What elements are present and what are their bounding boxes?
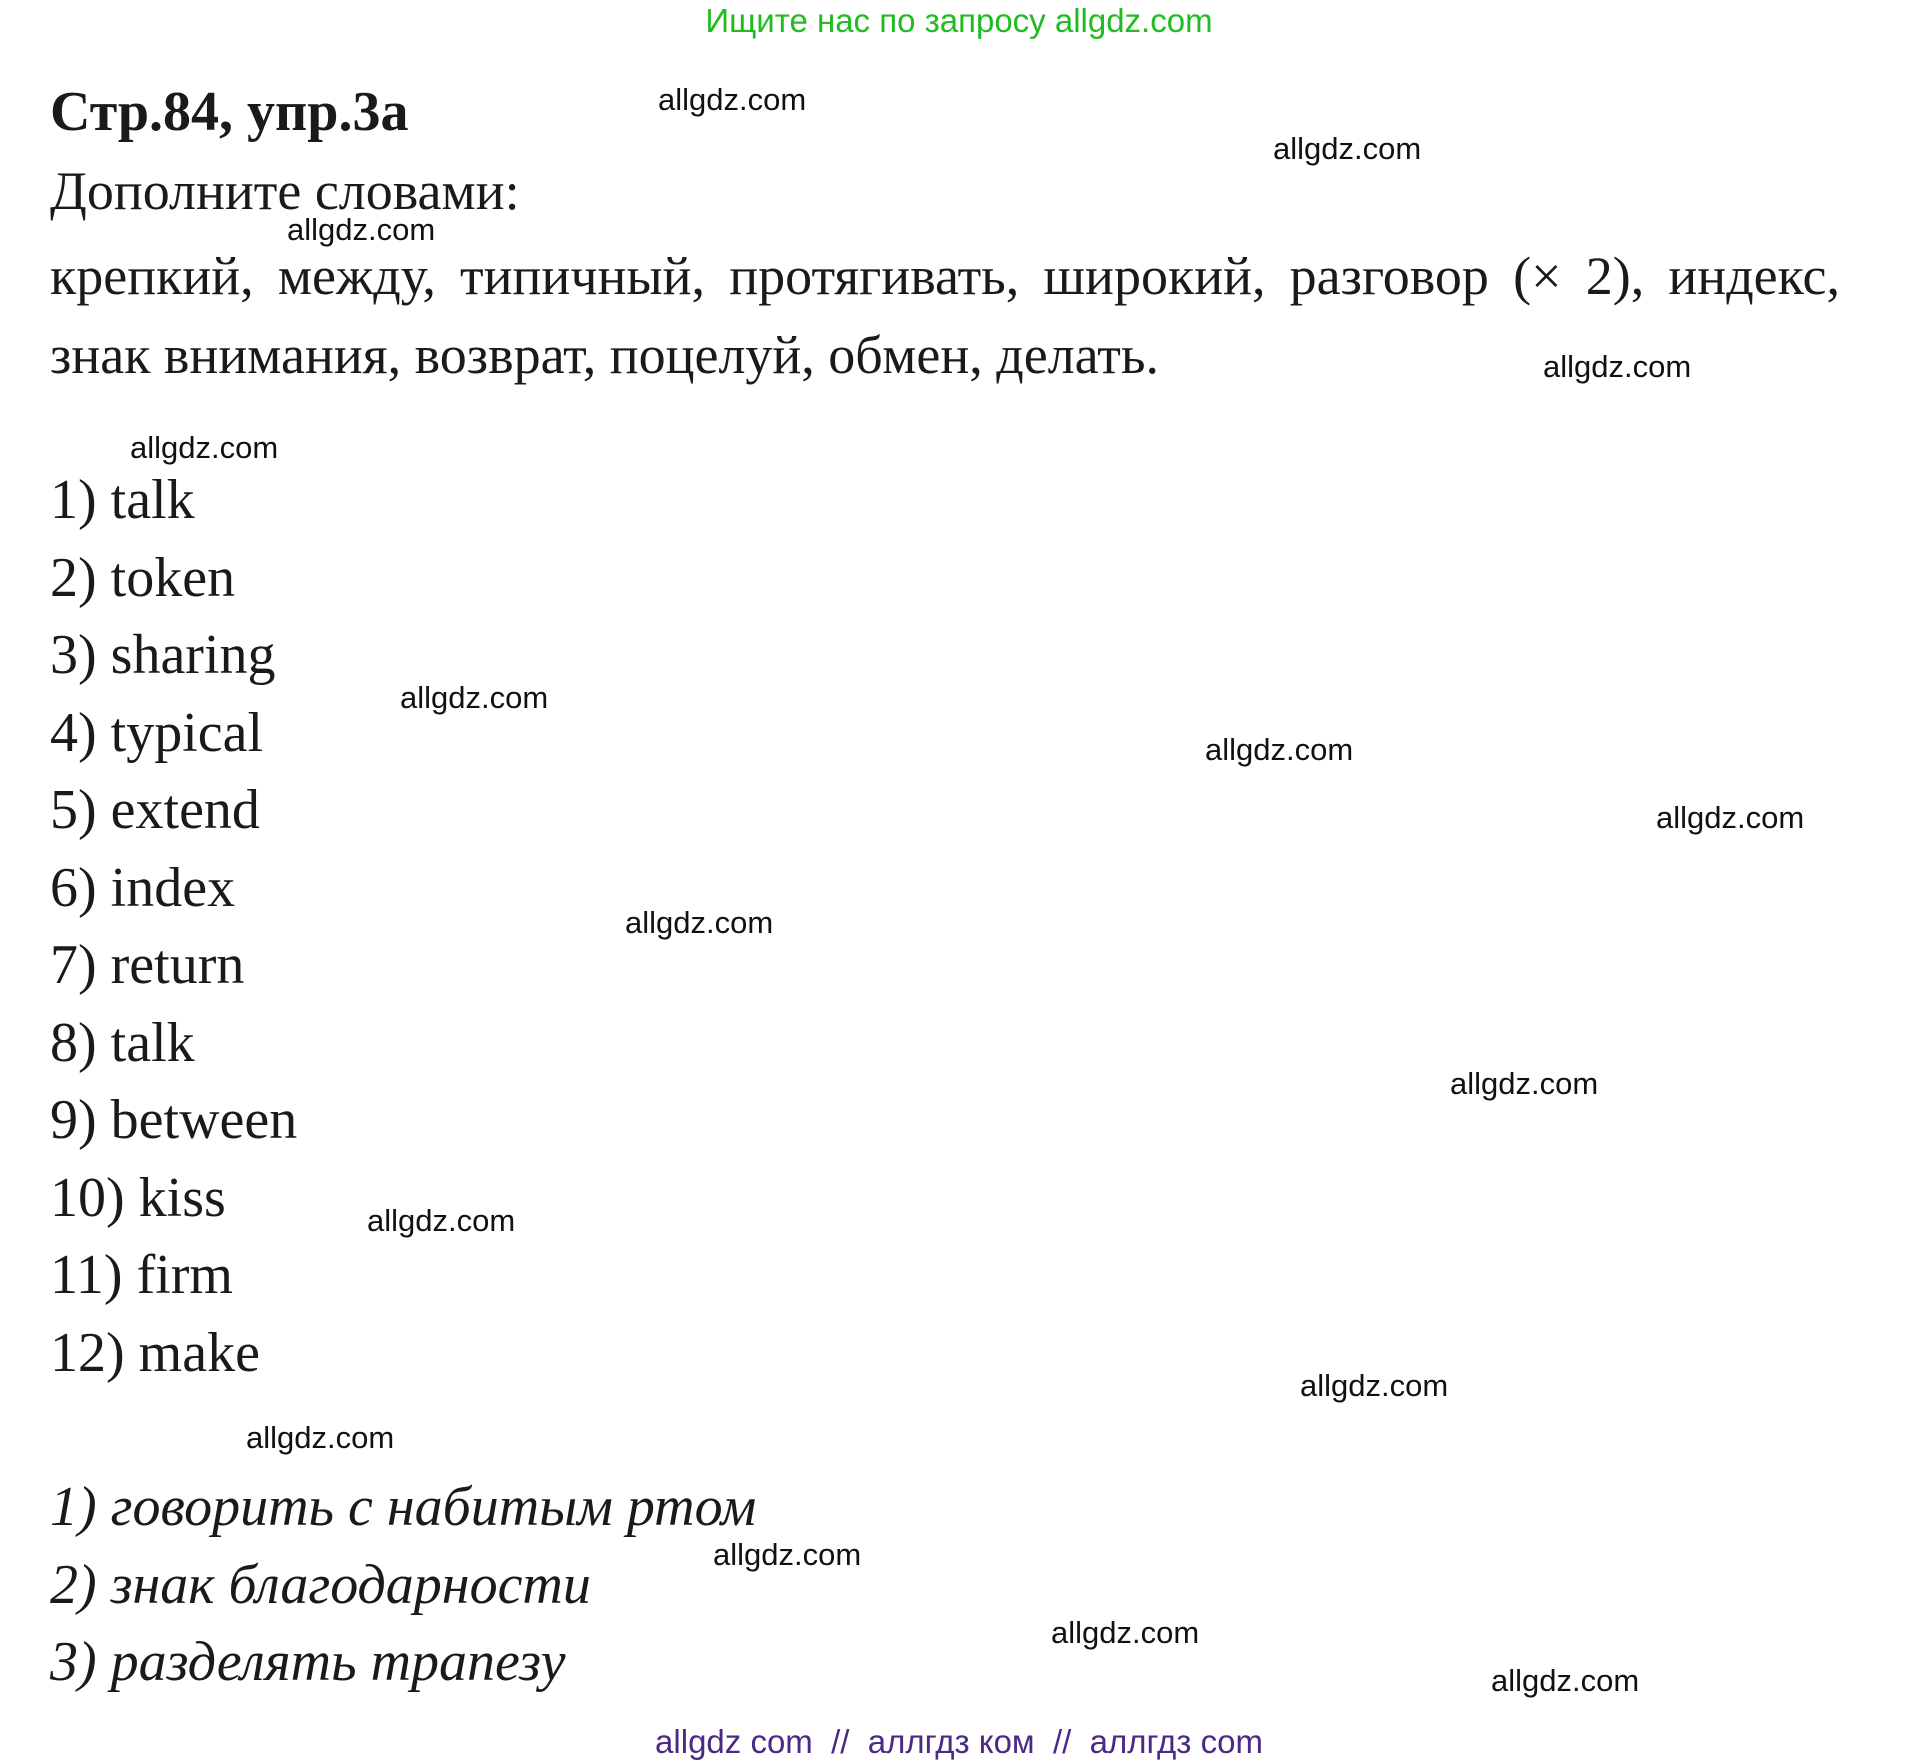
watermark: allgdz.com [287,212,436,247]
list-item: 6) index [50,856,236,919]
list-item: 4) typical [50,701,264,764]
list-item: 9) between [50,1089,298,1151]
watermark: allgdz.com [130,430,279,465]
word-list: крепкий, между, типичный, протягивать, широкий, разговор (× 2), индекс, знак внимания, возврат, поцелуй, обмен, делать. [50,246,1840,385]
watermark: allgdz.com [1273,131,1422,166]
translation-item: 2) знак благодарности [50,1553,591,1616]
bottom-banner: allgdz com // аллгдз ком // аллгдз com [655,1723,1263,1760]
watermark: allgdz.com [1051,1615,1200,1650]
answer-list [50,462,297,1392]
list-item: 8) talk [50,1011,195,1074]
watermark: allgdz.com [1656,800,1805,835]
list-item: 5) extend [50,779,260,841]
watermark: allgdz.com [246,1420,395,1455]
page-title: Стр.84, упр.3а [50,81,409,143]
instruction-text: Дополните словами: [50,161,520,221]
list-item: 7) return [50,934,245,996]
watermark: allgdz.com [713,1537,862,1572]
list-item: 11) firm [50,1244,233,1306]
watermark: allgdz.com [367,1203,516,1238]
watermark: allgdz.com [658,82,807,117]
list-item: 12) make [50,1321,260,1384]
watermark: allgdz.com [1543,349,1692,384]
watermark: allgdz.com [1450,1066,1599,1101]
list-item: 1) talk [50,469,195,531]
list-item: 3) sharing [50,624,276,686]
watermark: allgdz.com [1491,1663,1640,1698]
watermark: allgdz.com [625,905,774,940]
list-item: 2) token [50,546,236,609]
translation-item: 1) говорить с набитым ртом [50,1476,757,1538]
translation-item: 3) разделять трапезу [50,1631,566,1693]
watermark: allgdz.com [400,680,549,715]
watermark: allgdz.com [1205,732,1354,767]
translation-list [50,1469,756,1702]
list-item: 10) kiss [50,1166,226,1229]
top-banner: Ищите нас по запросу allgdz.com [705,2,1213,39]
watermark: allgdz.com [1300,1368,1449,1403]
